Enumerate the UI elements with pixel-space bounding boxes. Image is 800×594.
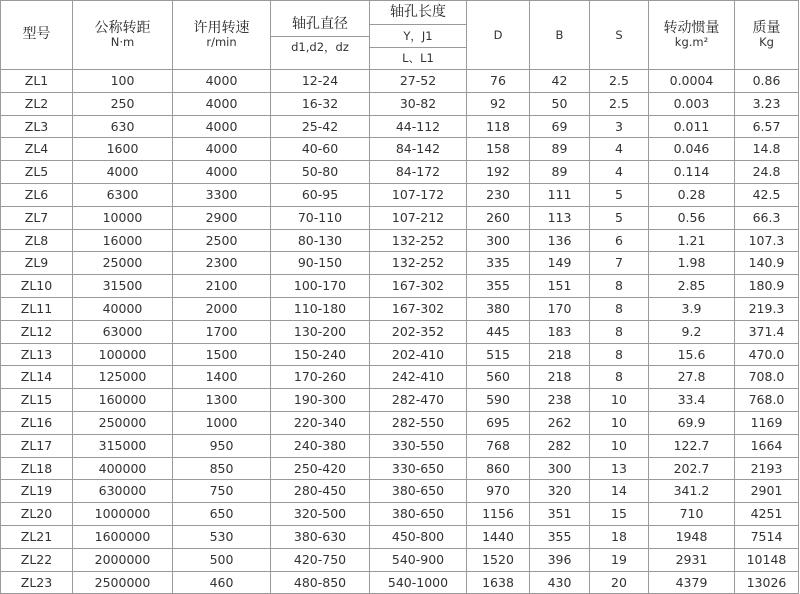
cell-S: 10 — [590, 434, 649, 457]
cell-speed: 1400 — [173, 366, 271, 389]
cell-D: 192 — [467, 161, 530, 184]
cell-S: 2.5 — [590, 70, 649, 93]
cell-speed: 4000 — [173, 138, 271, 161]
cell-bore-diameter: 480-850 — [271, 571, 370, 594]
header-row — [1, 1, 799, 25]
cell-speed: 2500 — [173, 229, 271, 252]
cell-D: 1156 — [467, 503, 530, 526]
cell-bore-diameter: 150-240 — [271, 343, 370, 366]
cell-B: 136 — [530, 229, 590, 252]
cell-speed: 1500 — [173, 343, 271, 366]
cell-model: ZL16 — [1, 411, 73, 434]
cell-S: 8 — [590, 297, 649, 320]
cell-B: 42 — [530, 70, 590, 93]
cell-S: 7 — [590, 252, 649, 275]
table-row — [1, 525, 799, 548]
header-bore-length-sub2-text: L、L1 — [402, 51, 434, 65]
cell-B: 320 — [530, 480, 590, 503]
table-row — [1, 389, 799, 412]
cell-inertia: 27.8 — [649, 366, 735, 389]
cell-inertia: 1.21 — [649, 229, 735, 252]
cell-D: 335 — [467, 252, 530, 275]
cell-D: 355 — [467, 275, 530, 298]
cell-torque: 10000 — [73, 206, 173, 229]
cell-speed: 2300 — [173, 252, 271, 275]
cell-D: 445 — [467, 320, 530, 343]
cell-B: 111 — [530, 183, 590, 206]
header-speed-unit: r/min — [206, 35, 237, 50]
cell-S: 3 — [590, 115, 649, 138]
table-row — [1, 161, 799, 184]
cell-B: 351 — [530, 503, 590, 526]
cell-B: 151 — [530, 275, 590, 298]
cell-bore-length: 380-650 — [370, 480, 467, 503]
cell-B: 50 — [530, 92, 590, 115]
cell-speed: 4000 — [173, 115, 271, 138]
cell-mass: 768.0 — [735, 389, 799, 412]
cell-D: 230 — [467, 183, 530, 206]
cell-mass: 371.4 — [735, 320, 799, 343]
cell-inertia: 0.56 — [649, 206, 735, 229]
cell-S: 2.5 — [590, 92, 649, 115]
cell-D: 1638 — [467, 571, 530, 594]
cell-bore-diameter: 320-500 — [271, 503, 370, 526]
cell-S: 5 — [590, 183, 649, 206]
cell-bore-diameter: 100-170 — [271, 275, 370, 298]
cell-D: 768 — [467, 434, 530, 457]
cell-torque: 2500000 — [73, 571, 173, 594]
cell-inertia: 0.011 — [649, 115, 735, 138]
cell-S: 8 — [590, 275, 649, 298]
header-inertia-label: 转动惯量 — [663, 19, 720, 36]
header-D: D — [467, 1, 530, 70]
cell-torque: 250 — [73, 92, 173, 115]
header-torque — [73, 1, 173, 70]
header-bore-length-sub1 — [370, 25, 467, 70]
header-model: 型号 — [1, 1, 73, 70]
cell-mass: 1664 — [735, 434, 799, 457]
table-row — [1, 503, 799, 526]
cell-speed: 4000 — [173, 161, 271, 184]
header-torque-label: 公称转距 — [94, 19, 151, 36]
cell-torque: 125000 — [73, 366, 173, 389]
cell-S: 19 — [590, 548, 649, 571]
cell-model: ZL1 — [1, 70, 73, 93]
table-row — [1, 138, 799, 161]
cell-inertia: 1.98 — [649, 252, 735, 275]
table-row — [1, 115, 799, 138]
cell-D: 560 — [467, 366, 530, 389]
cell-B: 218 — [530, 343, 590, 366]
table-row — [1, 366, 799, 389]
cell-B: 69 — [530, 115, 590, 138]
cell-mass: 6.57 — [735, 115, 799, 138]
cell-model: ZL14 — [1, 366, 73, 389]
cell-bore-length: 380-650 — [370, 503, 467, 526]
cell-S: 8 — [590, 343, 649, 366]
cell-bore-length: 27-52 — [370, 70, 467, 93]
cell-B: 430 — [530, 571, 590, 594]
cell-bore-diameter: 380-630 — [271, 525, 370, 548]
table-row — [1, 457, 799, 480]
cell-D: 92 — [467, 92, 530, 115]
cell-B: 89 — [530, 138, 590, 161]
cell-speed: 500 — [173, 548, 271, 571]
cell-bore-length: 167-302 — [370, 275, 467, 298]
cell-torque: 4000 — [73, 161, 173, 184]
cell-speed: 3300 — [173, 183, 271, 206]
cell-bore-diameter: 12-24 — [271, 70, 370, 93]
cell-mass: 2901 — [735, 480, 799, 503]
cell-bore-diameter: 40-60 — [271, 138, 370, 161]
cell-inertia: 202.7 — [649, 457, 735, 480]
table-row — [1, 297, 799, 320]
cell-torque: 315000 — [73, 434, 173, 457]
cell-model: ZL5 — [1, 161, 73, 184]
cell-bore-diameter: 240-380 — [271, 434, 370, 457]
cell-mass: 3.23 — [735, 92, 799, 115]
table-row — [1, 411, 799, 434]
cell-model: ZL22 — [1, 548, 73, 571]
cell-S: 10 — [590, 411, 649, 434]
cell-bore-length: 84-142 — [370, 138, 467, 161]
table-row — [1, 229, 799, 252]
cell-bore-length: 107-212 — [370, 206, 467, 229]
cell-B: 113 — [530, 206, 590, 229]
cell-torque: 100 — [73, 70, 173, 93]
cell-inertia: 2931 — [649, 548, 735, 571]
cell-bore-diameter: 80-130 — [271, 229, 370, 252]
table-row — [1, 480, 799, 503]
cell-B: 149 — [530, 252, 590, 275]
cell-D: 76 — [467, 70, 530, 93]
cell-inertia: 4379 — [649, 571, 735, 594]
cell-bore-diameter: 420-750 — [271, 548, 370, 571]
header-speed — [173, 1, 271, 70]
cell-bore-length: 450-800 — [370, 525, 467, 548]
cell-model: ZL7 — [1, 206, 73, 229]
cell-torque: 160000 — [73, 389, 173, 412]
cell-inertia: 2.85 — [649, 275, 735, 298]
cell-bore-length: 30-82 — [370, 92, 467, 115]
cell-D: 1440 — [467, 525, 530, 548]
cell-bore-length: 132-252 — [370, 229, 467, 252]
cell-model: ZL18 — [1, 457, 73, 480]
header-S: S — [590, 1, 649, 70]
cell-model: ZL23 — [1, 571, 73, 594]
cell-bore-diameter: 130-200 — [271, 320, 370, 343]
table-row — [1, 548, 799, 571]
cell-bore-length: 44-112 — [370, 115, 467, 138]
cell-D: 590 — [467, 389, 530, 412]
cell-mass: 14.8 — [735, 138, 799, 161]
cell-bore-diameter: 50-80 — [271, 161, 370, 184]
cell-bore-length: 282-550 — [370, 411, 467, 434]
cell-speed: 850 — [173, 457, 271, 480]
cell-model: ZL8 — [1, 229, 73, 252]
cell-torque: 400000 — [73, 457, 173, 480]
table-row — [1, 434, 799, 457]
cell-mass: 470.0 — [735, 343, 799, 366]
cell-mass: 219.3 — [735, 297, 799, 320]
cell-mass: 66.3 — [735, 206, 799, 229]
cell-torque: 100000 — [73, 343, 173, 366]
cell-D: 970 — [467, 480, 530, 503]
cell-torque: 250000 — [73, 411, 173, 434]
cell-model: ZL6 — [1, 183, 73, 206]
cell-bore-diameter: 60-95 — [271, 183, 370, 206]
cell-speed: 650 — [173, 503, 271, 526]
cell-mass: 10148 — [735, 548, 799, 571]
cell-model: ZL10 — [1, 275, 73, 298]
cell-bore-diameter: 25-42 — [271, 115, 370, 138]
cell-model: ZL13 — [1, 343, 73, 366]
cell-torque: 25000 — [73, 252, 173, 275]
cell-torque: 16000 — [73, 229, 173, 252]
header-bore-diameter — [271, 1, 370, 70]
cell-mass: 180.9 — [735, 275, 799, 298]
cell-B: 218 — [530, 366, 590, 389]
cell-model: ZL3 — [1, 115, 73, 138]
header-mass-label: 质量 — [752, 19, 781, 36]
cell-B: 183 — [530, 320, 590, 343]
cell-bore-diameter: 190-300 — [271, 389, 370, 412]
cell-speed: 4000 — [173, 92, 271, 115]
header-inertia-unit: kg.m² — [674, 35, 709, 50]
cell-mass: 42.5 — [735, 183, 799, 206]
cell-speed: 2000 — [173, 297, 271, 320]
cell-inertia: 0.28 — [649, 183, 735, 206]
table-row — [1, 183, 799, 206]
cell-torque: 2000000 — [73, 548, 173, 571]
cell-B: 355 — [530, 525, 590, 548]
cell-D: 260 — [467, 206, 530, 229]
cell-bore-length: 330-650 — [370, 457, 467, 480]
header-bore-length-sub1-text: Y，J1 — [369, 25, 467, 48]
cell-bore-length: 202-410 — [370, 343, 467, 366]
cell-bore-diameter: 220-340 — [271, 411, 370, 434]
cell-speed: 1000 — [173, 411, 271, 434]
header-bore-diameter-label: 轴孔直径 — [270, 13, 370, 37]
cell-mass: 708.0 — [735, 366, 799, 389]
cell-bore-length: 540-900 — [370, 548, 467, 571]
cell-D: 300 — [467, 229, 530, 252]
cell-model: ZL15 — [1, 389, 73, 412]
cell-D: 515 — [467, 343, 530, 366]
cell-speed: 2100 — [173, 275, 271, 298]
cell-S: 15 — [590, 503, 649, 526]
cell-mass: 0.86 — [735, 70, 799, 93]
cell-bore-length: 242-410 — [370, 366, 467, 389]
cell-S: 6 — [590, 229, 649, 252]
cell-bore-length: 167-302 — [370, 297, 467, 320]
cell-B: 262 — [530, 411, 590, 434]
cell-inertia: 710 — [649, 503, 735, 526]
table-row — [1, 206, 799, 229]
cell-B: 300 — [530, 457, 590, 480]
cell-bore-length: 540-1000 — [370, 571, 467, 594]
table-row — [1, 571, 799, 594]
table-row — [1, 252, 799, 275]
cell-speed: 1300 — [173, 389, 271, 412]
cell-model: ZL21 — [1, 525, 73, 548]
cell-D: 1520 — [467, 548, 530, 571]
cell-S: 4 — [590, 138, 649, 161]
cell-D: 860 — [467, 457, 530, 480]
cell-B: 89 — [530, 161, 590, 184]
cell-S: 10 — [590, 389, 649, 412]
header-B: B — [530, 1, 590, 70]
cell-inertia: 9.2 — [649, 320, 735, 343]
cell-model: ZL19 — [1, 480, 73, 503]
cell-S: 18 — [590, 525, 649, 548]
cell-torque: 1000000 — [73, 503, 173, 526]
cell-bore-length: 107-172 — [370, 183, 467, 206]
cell-D: 380 — [467, 297, 530, 320]
cell-mass: 2193 — [735, 457, 799, 480]
cell-bore-diameter: 110-180 — [271, 297, 370, 320]
header-torque-unit: N·m — [110, 35, 135, 50]
cell-speed: 530 — [173, 525, 271, 548]
cell-inertia: 0.046 — [649, 138, 735, 161]
cell-bore-length: 132-252 — [370, 252, 467, 275]
cell-bore-diameter: 90-150 — [271, 252, 370, 275]
cell-mass: 24.8 — [735, 161, 799, 184]
cell-model: ZL2 — [1, 92, 73, 115]
header-mass — [735, 1, 799, 70]
cell-inertia: 0.0004 — [649, 70, 735, 93]
header-inertia — [649, 1, 735, 70]
cell-D: 158 — [467, 138, 530, 161]
cell-model: ZL17 — [1, 434, 73, 457]
cell-model: ZL4 — [1, 138, 73, 161]
cell-torque: 630000 — [73, 480, 173, 503]
cell-model: ZL9 — [1, 252, 73, 275]
cell-inertia: 3.9 — [649, 297, 735, 320]
table-row — [1, 275, 799, 298]
cell-model: ZL12 — [1, 320, 73, 343]
table-row — [1, 92, 799, 115]
cell-bore-diameter: 70-110 — [271, 206, 370, 229]
cell-inertia: 69.9 — [649, 411, 735, 434]
cell-torque: 63000 — [73, 320, 173, 343]
table-row — [1, 343, 799, 366]
cell-model: ZL11 — [1, 297, 73, 320]
cell-mass: 107.3 — [735, 229, 799, 252]
table-row — [1, 320, 799, 343]
cell-torque: 6300 — [73, 183, 173, 206]
cell-speed: 2900 — [173, 206, 271, 229]
cell-torque: 1600 — [73, 138, 173, 161]
cell-torque: 31500 — [73, 275, 173, 298]
cell-bore-diameter: 250-420 — [271, 457, 370, 480]
cell-B: 282 — [530, 434, 590, 457]
cell-bore-diameter: 280-450 — [271, 480, 370, 503]
cell-S: 8 — [590, 366, 649, 389]
cell-speed: 4000 — [173, 70, 271, 93]
cell-B: 170 — [530, 297, 590, 320]
cell-mass: 1169 — [735, 411, 799, 434]
cell-model: ZL20 — [1, 503, 73, 526]
cell-S: 20 — [590, 571, 649, 594]
cell-bore-length: 330-550 — [370, 434, 467, 457]
cell-mass: 140.9 — [735, 252, 799, 275]
cell-bore-diameter: 170-260 — [271, 366, 370, 389]
cell-bore-length: 282-470 — [370, 389, 467, 412]
cell-bore-length: 84-172 — [370, 161, 467, 184]
cell-bore-length: 202-352 — [370, 320, 467, 343]
cell-inertia: 0.003 — [649, 92, 735, 115]
cell-inertia: 122.7 — [649, 434, 735, 457]
cell-mass: 4251 — [735, 503, 799, 526]
cell-inertia: 15.6 — [649, 343, 735, 366]
header-bore-length: 轴孔长度 — [370, 1, 467, 25]
cell-S: 5 — [590, 206, 649, 229]
cell-speed: 460 — [173, 571, 271, 594]
cell-inertia: 0.114 — [649, 161, 735, 184]
cell-inertia: 33.4 — [649, 389, 735, 412]
cell-speed: 1700 — [173, 320, 271, 343]
cell-B: 238 — [530, 389, 590, 412]
cell-torque: 630 — [73, 115, 173, 138]
header-bore-diameter-sub: d1,d2，dz — [291, 39, 349, 54]
cell-bore-diameter: 16-32 — [271, 92, 370, 115]
cell-mass: 7514 — [735, 525, 799, 548]
cell-B: 396 — [530, 548, 590, 571]
cell-S: 8 — [590, 320, 649, 343]
cell-S: 13 — [590, 457, 649, 480]
header-speed-label: 许用转速 — [193, 19, 250, 36]
cell-torque: 1600000 — [73, 525, 173, 548]
cell-D: 118 — [467, 115, 530, 138]
table-row — [1, 70, 799, 93]
cell-torque: 40000 — [73, 297, 173, 320]
cell-D: 695 — [467, 411, 530, 434]
cell-inertia: 341.2 — [649, 480, 735, 503]
cell-inertia: 1948 — [649, 525, 735, 548]
cell-speed: 750 — [173, 480, 271, 503]
cell-S: 4 — [590, 161, 649, 184]
cell-S: 14 — [590, 480, 649, 503]
header-mass-unit: Kg — [759, 35, 774, 50]
cell-mass: 13026 — [735, 571, 799, 594]
cell-speed: 950 — [173, 434, 271, 457]
